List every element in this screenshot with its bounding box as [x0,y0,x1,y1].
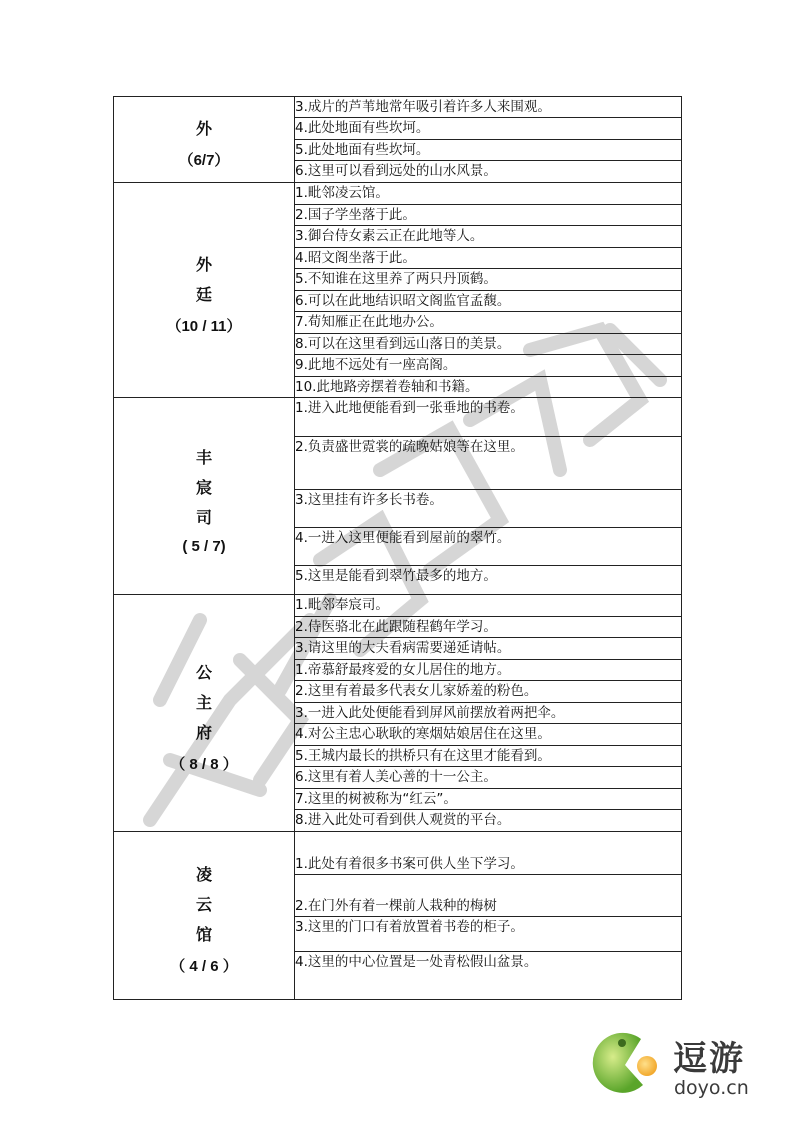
clue-text: 4.此处地面有些坎坷。 [295,118,682,140]
clue-text: 4.一进入这里便能看到屋前的翠竹。 [295,528,682,566]
clue-text: 6.这里可以看到远处的山水风景。 [295,161,682,183]
location-name-char: 外 [195,119,212,138]
clue-text: 5.此处地面有些坎坷。 [295,140,682,161]
clue-text: 1.毗邻凌云馆。 [295,183,682,205]
clue-text: 4.昭文阁坐落于此。 [295,248,682,269]
clue-text: 6.可以在此地结识昭文阁监官孟馥。 [295,291,682,312]
pacman-logo-icon [585,1023,665,1103]
clue-text: 5.不知谁在这里养了两只丹顶鹤。 [295,269,682,291]
location-name-char: 丰 [195,447,212,467]
clue-text: 2.国子学坐落于此。 [295,205,682,226]
clue-text: 3.一进入此处便能看到屏风前摆放着两把伞。 [295,703,682,724]
location-name-char: 主 [195,692,212,712]
table-row [114,97,682,118]
clue-text: 3.这里挂有许多长书卷。 [295,490,682,528]
location-name-char: 外 [195,254,212,274]
location-name-char: 馆 [195,925,212,944]
location-name-cell [114,398,295,595]
clue-text: 8.进入此处可看到供人观赏的平台。 [295,810,682,832]
clue-text: 2.这里有着最多代表女儿家娇羞的粉色。 [295,681,682,703]
location-name-char: 云 [195,895,212,914]
clue-text: 6.这里有着人美心善的十一公主。 [295,767,682,789]
clue-text: 4.这里的中心位置是一处青松假山盆景。 [295,952,682,1000]
clue-text: 2.侍医骆北在此跟随程鹤年学习。 [295,617,682,638]
clue-text: 1.进入此地便能看到一张垂地的书卷。 [295,398,682,437]
table-row [114,183,682,205]
clue-text: 1.此处有着很多书案可供人坐下学习。 [295,832,682,875]
clue-count: （10 / 11） [166,317,242,335]
clue-text: 2.在门外有着一棵前人栽种的梅树 [295,875,682,917]
clue-text: 7.荀知雁正在此地办公。 [295,312,682,334]
logo-text-domain: doyo.cn [674,1077,749,1099]
logo-text-chinese: 逗游 [673,1039,745,1079]
location-name-char: 府 [195,722,212,742]
location-name-cell [114,97,295,183]
clue-text: 3.这里的门口有着放置着书卷的柜子。 [295,917,682,952]
clue-text: 7.这里的树被称为“红云”。 [295,789,682,810]
location-clues-table [113,96,682,1000]
table-row [114,595,682,617]
clue-text: 5.王城内最长的拱桥只有在这里才能看到。 [295,746,682,767]
clue-count: （ 8 / 8 ） [170,755,238,773]
clue-text: 1.帝慕舒最疼爱的女儿居住的地方。 [295,660,682,681]
location-name-cell [114,832,295,1000]
clue-text: 3.成片的芦苇地常年吸引着许多人来围观。 [295,97,682,118]
location-name-char: 司 [195,507,212,527]
clue-text: 4.对公主忠心耿耿的寒烟姑娘居住在这里。 [295,724,682,746]
clue-text: 2.负责盛世霓裳的疏晚姑娘等在这里。 [295,437,682,490]
clue-text: 5.这里是能看到翠竹最多的地方。 [295,566,682,595]
clue-count: （ 4 / 6 ） [170,958,238,975]
clue-text: 1.毗邻奉宸司。 [295,595,682,617]
clue-text: 8.可以在这里看到远山落日的美景。 [295,334,682,355]
doyo-logo [585,1023,765,1103]
clue-text: 3.请这里的大夫看病需要递延请帖。 [295,638,682,660]
table-row [114,398,682,437]
clue-text: 3.御台侍女素云正在此地等人。 [295,226,682,248]
location-name-char: 凌 [195,865,212,884]
clue-count: （6/7） [178,152,230,169]
clue-count: ( 5 / 7) [182,537,226,555]
location-name-char: 廷 [195,284,212,304]
location-name-cell [114,595,295,832]
location-name-char: 公 [195,662,212,682]
location-name-cell [114,183,295,398]
clue-text: 10.此地路旁摆着卷轴和书籍。 [295,377,682,398]
table-row [114,832,682,875]
location-name-char: 宸 [195,477,212,497]
clue-text: 9.此地不远处有一座高阁。 [295,355,682,377]
